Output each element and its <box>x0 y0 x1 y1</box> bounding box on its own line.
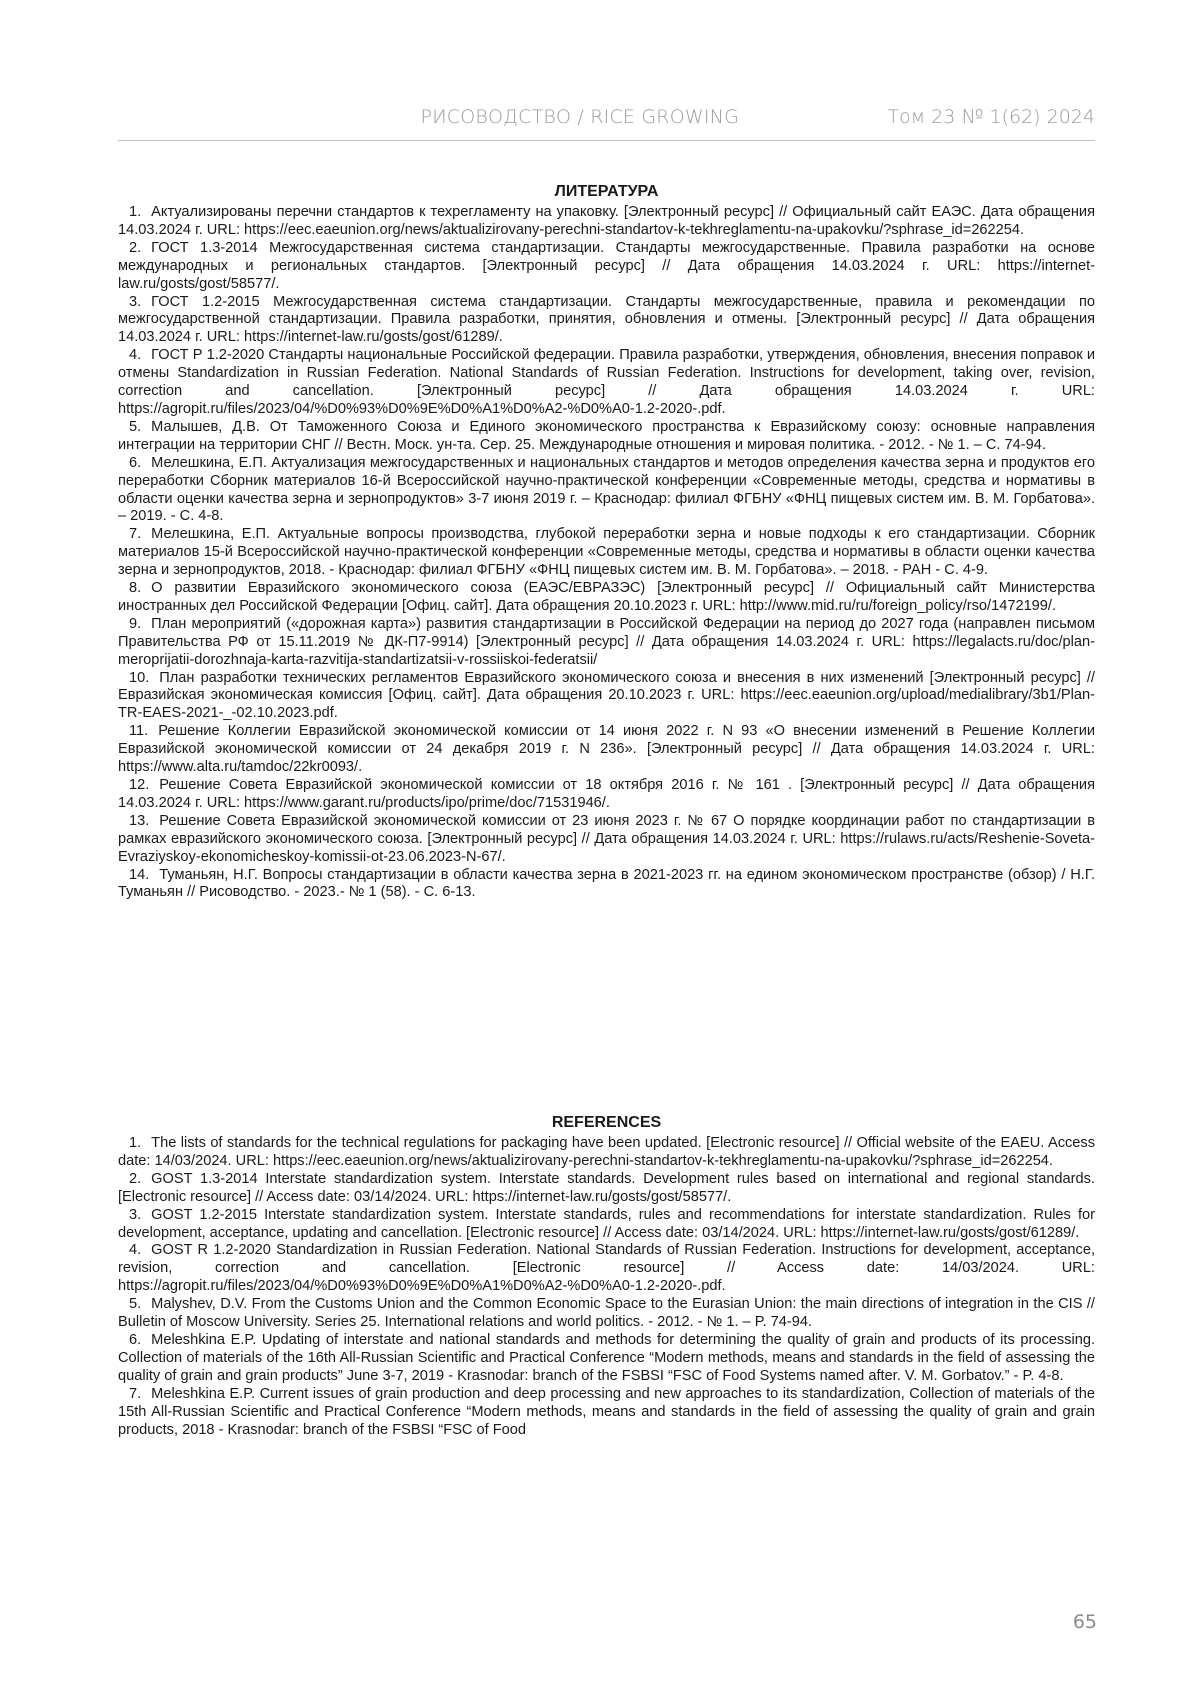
reference-number: 4. <box>129 1242 142 1259</box>
reference-number: 1. <box>129 1135 142 1151</box>
reference-number: 7. <box>129 526 142 543</box>
reference-text: Решение Коллегии Евразийской экономической комиссии от 14 июня 2022 г. N 93 «О внесении изменений в Решение Коллегии Евразийской экономической комиссии от 24 декабря 2019 г. N 236». [Электронный ресурс] // Дата обращения 14.03.2024 г. URL: https://www.alta.ru/tamdoc/22kr0093/. <box>118 723 1095 776</box>
reference-text: GOST R 1.2-2020 Standardization in Russian Federation. National Standards of Russian Federation. Instructions for development, acceptance, revision, correction and cancellation. [Electronic resource] // Access date: 14/03/2024. URL: https://agropit.ru/files/2023/04/%D0%93%D0%9E%D0%A1%D0%A2-%D0%A0-1.2-2020-.pdf. <box>118 1242 1095 1295</box>
reference-item <box>118 1207 1095 1243</box>
reference-text: GOST 1.3-2014 Interstate standardization system. Interstate standards. Development rules based on international and regional standards. [Electronic resource] // Access date: 03/14/2024. URL: https://internet-law.ru/gosts/gost/58577/. <box>118 1170 1095 1205</box>
reference-number: 2. <box>129 239 142 256</box>
reference-text: Решение Совета Евразийской экономической комиссии от 23 июня 2023 г. № 67 О порядке координации работ по стандартизации в рамках евразийского экономического союза. [Электронный ресурс] // Дата обращения 14.03.2024 г. URL: https://rulaws.ru/acts/Reshenie-Soveta-Evraziyskoy-ekonomicheskoy-komissii-ot-23.06.2023-N-67/. <box>118 812 1095 865</box>
literatura-section <box>118 182 1095 902</box>
journal-title: РИСОВОДСТВО / RICE GROWING <box>420 106 739 128</box>
references-list <box>118 1135 1095 1439</box>
literatura-list <box>118 204 1095 902</box>
reference-item <box>118 1171 1095 1207</box>
reference-number: 5. <box>129 418 142 435</box>
reference-item <box>118 1332 1095 1386</box>
reference-number: 3. <box>129 1206 142 1223</box>
reference-item <box>118 1242 1095 1296</box>
reference-item <box>118 580 1095 616</box>
reference-item <box>118 723 1095 777</box>
reference-text: Мелешкина, Е.П. Актуализация межгосударственных и национальных стандартов и методов определения качества зерна и продуктов его переработки Сборник материалов 16-й Всероссийской научно-практической конференции «Современные методы, средства и нормативы в области оценки качества зерна и зернопродуктов» 3-7 июня 2019 г. – Краснодар: филиал ФГБНУ «ФНЦ пищевых систем им. В. М. Горбатова». – 2019. - С. 4-8. <box>118 454 1095 525</box>
reference-text: Туманьян, Н.Г. Вопросы стандартизации в области качества зерна в 2021-2023 гг. на едином экономическом пространстве (обзор) / Н.Г. Туманьян // Рисоводство. - 2023.- № 1 (58). - С. 6-13. <box>118 866 1095 901</box>
reference-item <box>118 347 1095 419</box>
reference-text: План мероприятий («дорожная карта») развития стандартизации в Российской Федерации на период до 2027 года (направлен письмом Правительства РФ от 15.11.2019 № ДК-П7-9914) [Электронный ресурс] // Дата обращения 14.03.2024 г. URL: https://legalacts.ru/doc/plan-meroprijatii-dorozhnaja-karta-razvitija-standartizatsii-v-rossiiskoi-federatsii/ <box>118 615 1095 668</box>
reference-item <box>118 240 1095 294</box>
reference-text: Решение Совета Евразийской экономической комиссии от 18 октября 2016 г. № 161 . [Электронный ресурс] // Дата обращения 14.03.2024 г. URL: https://www.garant.ru/products/ipo/prime/doc/71531946/. <box>118 777 1095 811</box>
reference-text: Актуализированы перечни стандартов к техрегламенту на упаковку. [Электронный ресурс] // Официальный сайт ЕАЭС. Дата обращения 14.03.2024 г. URL: https://eec.eaeunion.org/news/aktualizirovany-perechni-standartov-k-tekhreglamentu-na-upakovku/?sphrase_id=262254. <box>118 204 1095 238</box>
references-heading: REFERENCES <box>551 1114 662 1131</box>
page-number: 65 <box>1072 1611 1097 1633</box>
reference-text: Meleshkina E.P. Current issues of grain production and deep processing and new approaches to its standardization, Collection of materials of the 15th All-Russian Scientific and Practical Conference “Modern methods, means and standards in the field of assessing the quality of grain and grain products, 2018 - Krasnodar: branch of the FSBSI “FSC of Food <box>118 1385 1095 1438</box>
reference-text: GOST 1.2-2015 Interstate standardization system. Interstate standards, rules and recommendations for interstate standardization. Rules for development, acceptance, updating and cancellation. [Electronic resource] // Access date: 03/14/2024. URL: https://internet-law.ru/gosts/gost/61289/. <box>118 1206 1095 1241</box>
reference-text: ГОСТ Р 1.2-2020 Стандарты национальные Российской федерации. Правила разработки, утверждения, обновления, внесения поправок и отмены Standardization in Russian Federation. National Standards of Russian Federation. Instructions for development, taking over, revision, correction and cancellation. [Электронный ресурс] // Дата обращения 14.03.2024 г. URL: https://agropit.ru/files/2023/04/%D0%93%D0%9E%D0%A1%D0%A2-%D0%A0-1.2-2020-.pdf. <box>118 347 1095 417</box>
references-section <box>118 1113 1095 1439</box>
reference-number: 13. <box>129 812 150 829</box>
reference-number: 2. <box>129 1170 142 1187</box>
reference-text: Meleshkina E.P. Updating of interstate and national standards and methods for determining the quality of grain and products of its processing. Collection of materials of the 16th All-Russian Scientific and Practical Conference “Modern methods, means and standards in the field of assessing the quality of grain and grain products” June 3-7, 2019 - Krasnodar: branch of the FSBSI “FSC of Food Systems named after. V. M. Gorbatov.” - P. 4-8. <box>118 1331 1095 1384</box>
reference-item <box>118 1135 1095 1171</box>
reference-number: 10. <box>129 669 150 686</box>
reference-item <box>118 526 1095 580</box>
reference-number: 11. <box>129 723 149 740</box>
reference-number: 9. <box>129 615 142 632</box>
reference-text: План разработки технических регламентов Евразийского экономического союза и внесения в них изменений [Электронный ресурс] // Евразийская экономическая комиссия [Офиц. сайт]. Дата обращения 20.10.2023 г. URL: https://eec.eaeunion.org/upload/medialibrary/3b1/Plan-TR-EAES-2021-_-02.10.2023.pdf. <box>118 669 1095 722</box>
reference-number: 6. <box>129 454 142 471</box>
reference-item <box>118 813 1095 867</box>
issue-info: Том 23 № 1(62) 2024 <box>887 106 1095 128</box>
reference-text: ГОСТ 1.3-2014 Межгосударственная система стандартизации. Стандарты межгосударственные. Правила разработки на основе международных и региональных стандартов. [Электронный ресурс] // Дата обращения 14.03.2024 г. URL: https://internet-law.ru/gosts/gost/58577/. <box>118 239 1095 292</box>
reference-text: The lists of standards for the technical regulations for packaging have been updated. [Electronic resource] // Official website of the EAEU. Access date: 14/03/2024. URL: https://eec.eaeunion.org/news/aktualizirovany-perechni-standartov-k-tekhreglamentu-na-upakovku/?sphrase_id=262254. <box>118 1135 1095 1169</box>
reference-number: 5. <box>129 1296 142 1313</box>
reference-number: 12. <box>129 777 150 793</box>
reference-item <box>118 867 1095 903</box>
reference-item <box>118 616 1095 670</box>
reference-number: 14. <box>129 866 150 883</box>
reference-text: Malyshev, D.V. From the Customs Union and the Common Economic Space to the Eurasian Union: the main directions of integration in the CIS // Bulletin of Moscow University. Series 25. International relations and world politics. - 2012. - № 1. – P. 74-94. <box>118 1296 1095 1331</box>
reference-item <box>118 1386 1095 1440</box>
reference-item <box>118 670 1095 724</box>
reference-number: 7. <box>129 1385 142 1402</box>
reference-text: Малышев, Д.В. От Таможенного Союза и Единого экономического пространства к Евразийскому союзу: основные направления интеграции на территории СНГ // Вестн. Моск. ун-та. Сер. 25. Международные отношения и мировая политика. - 2012. - № 1. – С. 74-94. <box>118 418 1095 453</box>
reference-text: Мелешкина, Е.П. Актуальные вопросы производства, глубокой переработки зерна и новые подходы к его стандартизации. Сборник материалов 15-й Всероссийской научно-практической конференции «Современные методы, средства и нормативы в области оценки качества зерна и зернопродуктов, 2018. - Краснодар: филиал ФГБНУ «ФНЦ пищевых систем им. В. М. Горбатова». – 2018. - РАН - С. 4-9. <box>118 526 1095 579</box>
reference-text: О развитии Евразийского экономического союза (ЕАЭС/ЕВРАЗЭС) [Электронный ресурс] // Официальный сайт Министерства иностранных дел Российской Федерации [Офиц. сайт]. Дата обращения 20.10.2023 г. URL: http://www.mid.ru/ru/foreign_policy/rso/1472199/. <box>118 580 1095 614</box>
reference-item <box>118 455 1095 527</box>
reference-number: 8. <box>129 580 142 597</box>
running-header <box>118 106 1095 141</box>
literatura-heading: ЛИТЕРАТУРА <box>554 183 659 200</box>
reference-item <box>118 419 1095 455</box>
reference-item <box>118 294 1095 348</box>
reference-number: 4. <box>129 347 142 364</box>
reference-item <box>118 777 1095 813</box>
reference-number: 1. <box>129 204 142 220</box>
reference-number: 6. <box>129 1331 142 1348</box>
reference-text: ГОСТ 1.2-2015 Межгосударственная система стандартизации. Стандарты межгосударственные, правила и рекомендации по межгосударственной стандартизации. Правила разработки, принятия, обновления и отмены. [Электронный ресурс] // Дата обращения 14.03.2024 г. URL: https://internet-law.ru/gosts/gost/61289/. <box>118 293 1095 346</box>
reference-item <box>118 204 1095 240</box>
reference-number: 3. <box>129 293 142 310</box>
reference-item <box>118 1296 1095 1332</box>
